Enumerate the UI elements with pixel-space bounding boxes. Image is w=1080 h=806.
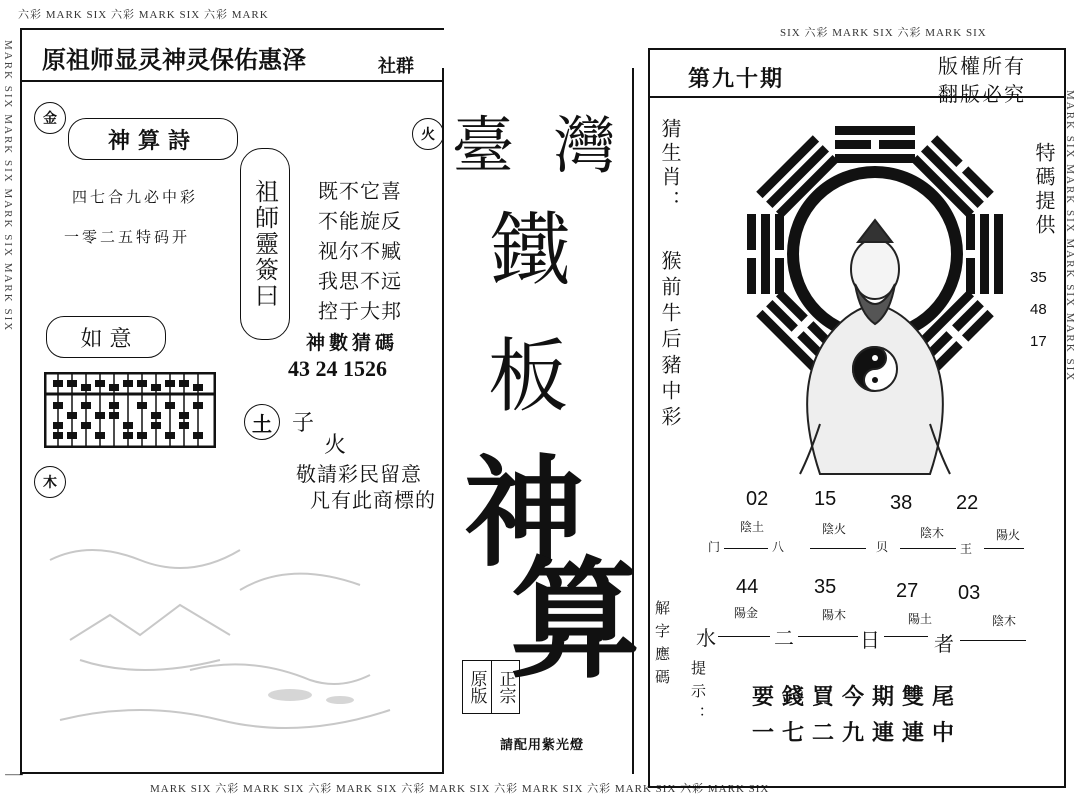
corner-mark: 一 <box>4 764 24 788</box>
element-gold-badge: 金 <box>34 102 66 134</box>
guess-label: 神數猜碼 <box>306 332 399 354</box>
row2-tag: 陽木 <box>822 608 847 622</box>
row2-char: 二 <box>774 626 794 650</box>
center-divider-left <box>442 68 444 774</box>
poem-line: 既不它喜 <box>318 179 402 203</box>
decode-label: 解字應碼 <box>653 600 671 692</box>
row2-underline <box>960 640 1026 641</box>
abacus-icon <box>44 372 216 448</box>
bagua-deity-illustration <box>730 124 1020 480</box>
row1-underline <box>724 548 768 549</box>
title-shen: 神 <box>464 443 584 584</box>
center-footer: 請配用紫光燈 <box>500 738 585 753</box>
zi-char: 子 <box>292 411 315 436</box>
poem-lines <box>318 176 402 326</box>
zodiac-label: 猜生肖： <box>658 118 682 214</box>
row1-underline <box>900 548 956 549</box>
tip-line-1: 要錢買今期雙尾 <box>752 684 963 710</box>
guess-numbers: 43 24 1526 <box>288 356 387 381</box>
row2-char: 日 <box>860 628 880 652</box>
element-wood-badge: 木 <box>34 466 66 498</box>
decode-row-2 <box>690 576 1050 656</box>
tip-label: 提示： <box>689 660 707 729</box>
row2-underline <box>884 636 928 637</box>
special-numbers <box>1030 262 1047 358</box>
left-header-title: 原祖师显灵神灵保佑惠泽 <box>42 46 306 74</box>
left-header-rule <box>20 80 442 82</box>
row2-number: 44 <box>736 576 759 598</box>
oracle-label-box <box>240 148 290 340</box>
hint-line-1: 四七合九必中彩 <box>72 188 199 206</box>
poem-title-box <box>68 118 238 160</box>
notice-line-1: 敬請彩民留意 <box>296 462 422 486</box>
title-taiwan: 臺 灣 <box>452 109 626 182</box>
poem-line: 控于大邦 <box>318 299 402 323</box>
watermark-top-left: 六彩 MARK SIX 六彩 MARK SIX 六彩 MARK <box>18 9 269 21</box>
row1-tag: 陽火 <box>996 528 1021 542</box>
row2-underline <box>718 636 770 637</box>
oracle-label: 祖師靈簽曰 <box>250 179 279 309</box>
row1-tag: 陰土 <box>740 520 765 534</box>
poem-title: 神算詩 <box>107 127 198 154</box>
zodiac-text: 猴前牛后豬中彩 <box>658 250 682 432</box>
huo-char: 火 <box>324 433 347 458</box>
poem-line: 我思不远 <box>318 269 402 293</box>
row2-tag: 陽金 <box>734 606 759 620</box>
watermark-bottom: MARK SIX 六彩 MARK SIX 六彩 MARK SIX 六彩 MARK SIX 六彩 MARK SIX 六彩 MARK SIX 六彩 MARK SIX <box>150 783 770 795</box>
decode-row-1 <box>690 488 1050 558</box>
row2-tag: 陽土 <box>908 612 933 626</box>
row1-number: 02 <box>746 488 769 510</box>
row1-glyph: 八 <box>772 540 785 554</box>
special-number: 35 <box>1030 269 1047 286</box>
poem-line: 视尔不臧 <box>318 239 402 263</box>
row2-underline <box>798 636 858 637</box>
title-ban: 板 <box>488 330 568 423</box>
row1-tag: 陰木 <box>920 526 945 540</box>
row1-tag: 陰火 <box>822 522 847 536</box>
special-number: 17 <box>1030 333 1047 350</box>
ruyi-label: 如 意 <box>80 326 132 352</box>
left-header-tail: 社群 <box>378 56 414 77</box>
seal-right: 正宗 <box>495 670 516 704</box>
row1-number: 15 <box>814 488 837 510</box>
row2-tag: 陰木 <box>992 614 1017 628</box>
copyright-line-2: 翻版必究 <box>938 82 1026 106</box>
element-earth-badge: 土 <box>244 404 280 440</box>
special-label: 特碼提供 <box>1032 142 1056 238</box>
tip-line-2: 一七二九連連中 <box>752 720 963 746</box>
watermark-side-right: MARK SIX MARK SIX MARK SIX MARK SIX <box>1064 90 1076 383</box>
authentic-seal <box>462 660 520 714</box>
row2-char: 水 <box>696 626 716 650</box>
row2-number: 27 <box>896 580 919 602</box>
row1-glyph: 王 <box>960 542 973 556</box>
row2-number: 35 <box>814 576 837 598</box>
seal-left: 原版 <box>463 661 492 713</box>
watermark-top-right: SIX 六彩 MARK SIX 六彩 MARK SIX <box>780 27 987 39</box>
row1-underline <box>984 548 1024 549</box>
hint-line-2: 一零二五特码开 <box>64 228 191 246</box>
issue-number: 第九十期 <box>688 66 785 92</box>
row1-glyph: 门 <box>708 540 721 554</box>
row1-number: 22 <box>956 492 979 514</box>
row2-number: 03 <box>958 582 981 604</box>
row1-number: 38 <box>890 492 913 514</box>
copyright-line-1: 版權所有 <box>938 54 1026 78</box>
row1-underline <box>810 548 866 549</box>
special-number: 48 <box>1030 301 1047 318</box>
ruyi-box <box>46 316 166 358</box>
row1-glyph: 贝 <box>876 540 889 554</box>
row2-char: 者 <box>934 632 954 656</box>
element-fire-badge: 火 <box>412 118 444 150</box>
poem-line: 不能旋反 <box>318 209 402 233</box>
notice-line-2: 凡有此商標的 <box>310 488 436 512</box>
watermark-side-left: MARK SIX MARK SIX MARK SIX MARK SIX <box>2 40 14 333</box>
landscape-sketch <box>40 520 420 760</box>
title-tie: 鐵 <box>490 204 570 297</box>
title-suan: 算 <box>510 543 641 696</box>
